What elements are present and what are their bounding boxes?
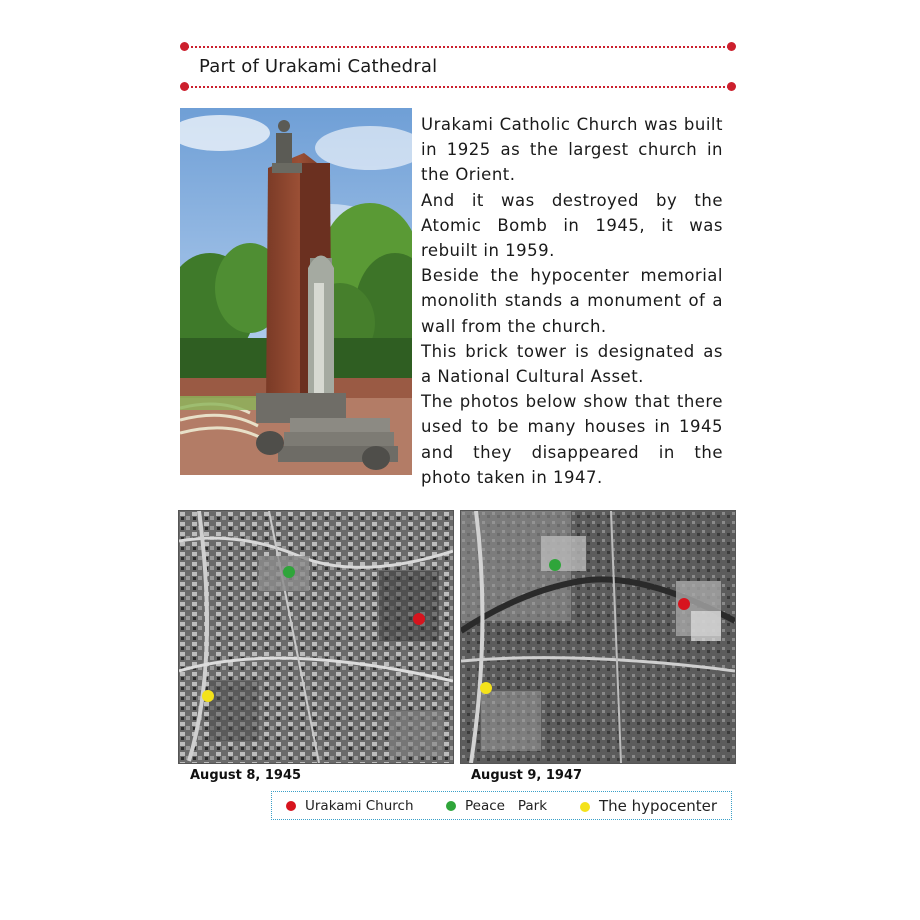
paragraph: This brick tower is designated as a National Cultural Asset. bbox=[421, 341, 723, 387]
description-text bbox=[421, 112, 723, 490]
paragraph: Urakami Catholic Church was built in 1925 as the largest church in the Orient. bbox=[421, 115, 723, 185]
map-legend bbox=[271, 791, 732, 820]
rule-end-dot bbox=[180, 82, 189, 91]
aerial-photo-1947 bbox=[460, 510, 736, 764]
peace-park-marker bbox=[283, 566, 295, 578]
legend-item-hypocenter bbox=[580, 797, 717, 815]
caption-1947: August 9, 1947 bbox=[471, 768, 583, 783]
hypocenter-marker bbox=[202, 690, 214, 702]
legend-label: Peace Park bbox=[465, 798, 548, 814]
title-top-rule bbox=[184, 46, 732, 48]
brick-tower-photo bbox=[180, 108, 412, 475]
caption-1945: August 8, 1945 bbox=[190, 768, 302, 783]
peace-park-marker bbox=[549, 559, 561, 571]
paragraph: The photos below show that there used to be many houses in 1945 and they disappeared in the photo taken in 1947. bbox=[421, 392, 723, 487]
paragraph: Beside the hypocenter memorial monolith stands a monument of a wall from the church. bbox=[421, 266, 723, 336]
rule-end-dot bbox=[727, 42, 736, 51]
urakami-church-marker bbox=[413, 613, 425, 625]
legend-label: Urakami Church bbox=[305, 798, 414, 814]
red-dot-icon bbox=[286, 801, 296, 811]
legend-item-urakami-church bbox=[286, 798, 414, 814]
title-bottom-rule bbox=[184, 86, 732, 88]
aerial-photo-1945 bbox=[178, 510, 454, 764]
title-banner bbox=[180, 40, 736, 94]
page-title: Part of Urakami Cathedral bbox=[199, 56, 438, 77]
urakami-church-marker bbox=[678, 598, 690, 610]
green-dot-icon bbox=[446, 801, 456, 811]
rule-end-dot bbox=[180, 42, 189, 51]
hypocenter-marker bbox=[480, 682, 492, 694]
paragraph: And it was destroyed by the Atomic Bomb in 1945, it was rebuilt in 1959. bbox=[421, 190, 723, 261]
legend-label: The hypocenter bbox=[599, 797, 718, 815]
yellow-dot-icon bbox=[580, 802, 590, 812]
legend-item-peace-park bbox=[446, 798, 547, 814]
rule-end-dot bbox=[727, 82, 736, 91]
